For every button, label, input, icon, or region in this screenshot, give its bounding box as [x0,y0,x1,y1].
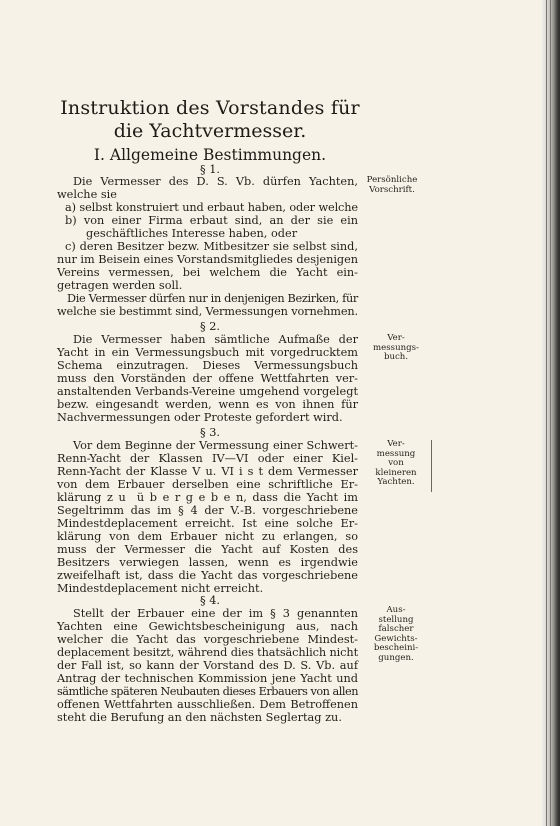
paragraph-line: muss der Vermesser die Yacht auf Kosten des [57,543,358,556]
page-edge-line [550,0,551,826]
paragraph-line: offenen Wettfahrten ausschließen. Dem Betroffenen [57,698,358,711]
paragraph-line: anstaltenden Verbands-Vereine umgehend vorgelegt [57,385,358,398]
document-title-line-1: Instruktion des Vorstandes für [60,97,360,119]
paragraph-line: nur im Beisein eines Vorstandsmitgliedes desjenigen [57,253,358,266]
list-item-b: b) von einer Firma erbaut sind, an der sie ein [65,214,358,227]
paragraph-line: welche sie [57,188,117,201]
section-number-2: § 2. [199,320,221,333]
paragraph-line: Die Vermesser des D. S. Vb. dürfen Yachten, [73,175,358,188]
paragraph-line: Yachten eine Gewichtsbescheinigung aus, nach [57,620,358,633]
page-edge-line [546,0,547,826]
paragraph-line: getragen werden soll. [57,279,183,292]
paragraph-line: welcher die Yacht das vorgeschriebene Mindest- [57,633,358,646]
paragraph-line: zweifelhaft ist, dass die Yacht das vorgeschriebene [57,569,358,582]
paragraph-line: Mindestdeplacement erreicht. Ist eine solche Er- [57,517,358,530]
paragraph-line: Nachvermessungen oder Proteste gefordert wird. [57,411,343,424]
paragraph-line: deplacement besitzt, während dies thatsächlich nicht [57,646,359,659]
paragraph-line: klärung von dem Erbauer nicht zu erlangen, so [57,530,358,543]
paragraph-line: Vereins vermessen, bei welchem die Yacht ein- [57,266,358,279]
list-item-c: c) deren Besitzer bezw. Mitbesitzer sie selbst sind, [65,240,358,253]
paragraph-line: der Fall ist, so kann der Vorstand des D. S. Vb. auf [57,659,358,672]
paragraph-line: steht die Berufung an den nächsten Seglertag zu. [57,711,342,724]
margin-note-3: Ver- messung von kleineren Yachten. [375,439,417,488]
paragraph-line: Schema einzutragen. Dieses Vermessungsbuch [57,359,358,372]
section-heading: I. Allgemeine Bestimmungen. [93,146,327,164]
margin-rule [431,440,432,492]
section-number-4: § 4. [199,594,221,607]
section-number-3: § 3. [199,426,221,439]
margin-note-2: Ver- messungs- buch. [373,333,419,363]
paragraph-line: welche sie bestimmt sind, Vermessungen vornehmen. [57,305,358,318]
paragraph-line: Vor dem Beginne der Vermessung einer Schwert- [73,439,358,452]
margin-note-1: Persönliche Vorschrift. [366,175,418,195]
paragraph-line: klärung z u ü b e r g e b e n, dass die Yacht im [57,491,358,504]
paragraph-line: Besitzers verwiegen lassen, wenn es irgendwie [57,556,358,569]
paragraph-line: Antrag der technischen Kommission jene Yacht und [57,672,358,685]
paragraph-line: Stellt der Erbauer eine der im § 3 genannten [73,607,358,620]
paragraph-line: Die Vermesser dürfen nur in denjenigen Bezirken, für [67,292,358,305]
paragraph-line: Renn-Yacht der Klasse V u. VI i s t dem Vermesser [57,465,358,478]
paragraph-line: muss den Vorständen der offene Wettfahrten ver- [57,372,358,385]
paragraph-line: sämtliche späteren Neubauten dieses Erbauers von allen [57,685,358,698]
paragraph-line: Yacht in ein Vermessungsbuch mit vorgedrucktem [57,346,358,359]
margin-note-4: Aus- stellung falscher Gewichts- bescheini- gungen. [373,605,419,663]
paragraph-line: Mindestdeplacement nicht erreicht. [57,582,264,595]
document-title-line-2: die Yachtvermesser. [113,120,307,142]
paragraph-line: von dem Erbauer derselben eine schriftliche Er- [57,478,358,491]
list-item-a: a) selbst konstruiert und erbaut haben, oder welche [65,201,359,214]
list-item-b-continued: geschäftliches Interesse haben, oder [86,227,298,240]
paragraph-line: bezw. eingesandt werden, wenn es von ihnen für [57,398,358,411]
paragraph-line: Renn-Yacht der Klassen IV—VI oder einer Kiel- [57,452,358,465]
paragraph-line: Segeltrimm das im § 4 der V.-B. vorgeschriebene [57,504,358,517]
paragraph-line: Die Vermesser haben sämtliche Aufmaße der [73,333,358,346]
section-number-1: § 1. [199,163,221,176]
page-edge-binding [542,0,560,826]
